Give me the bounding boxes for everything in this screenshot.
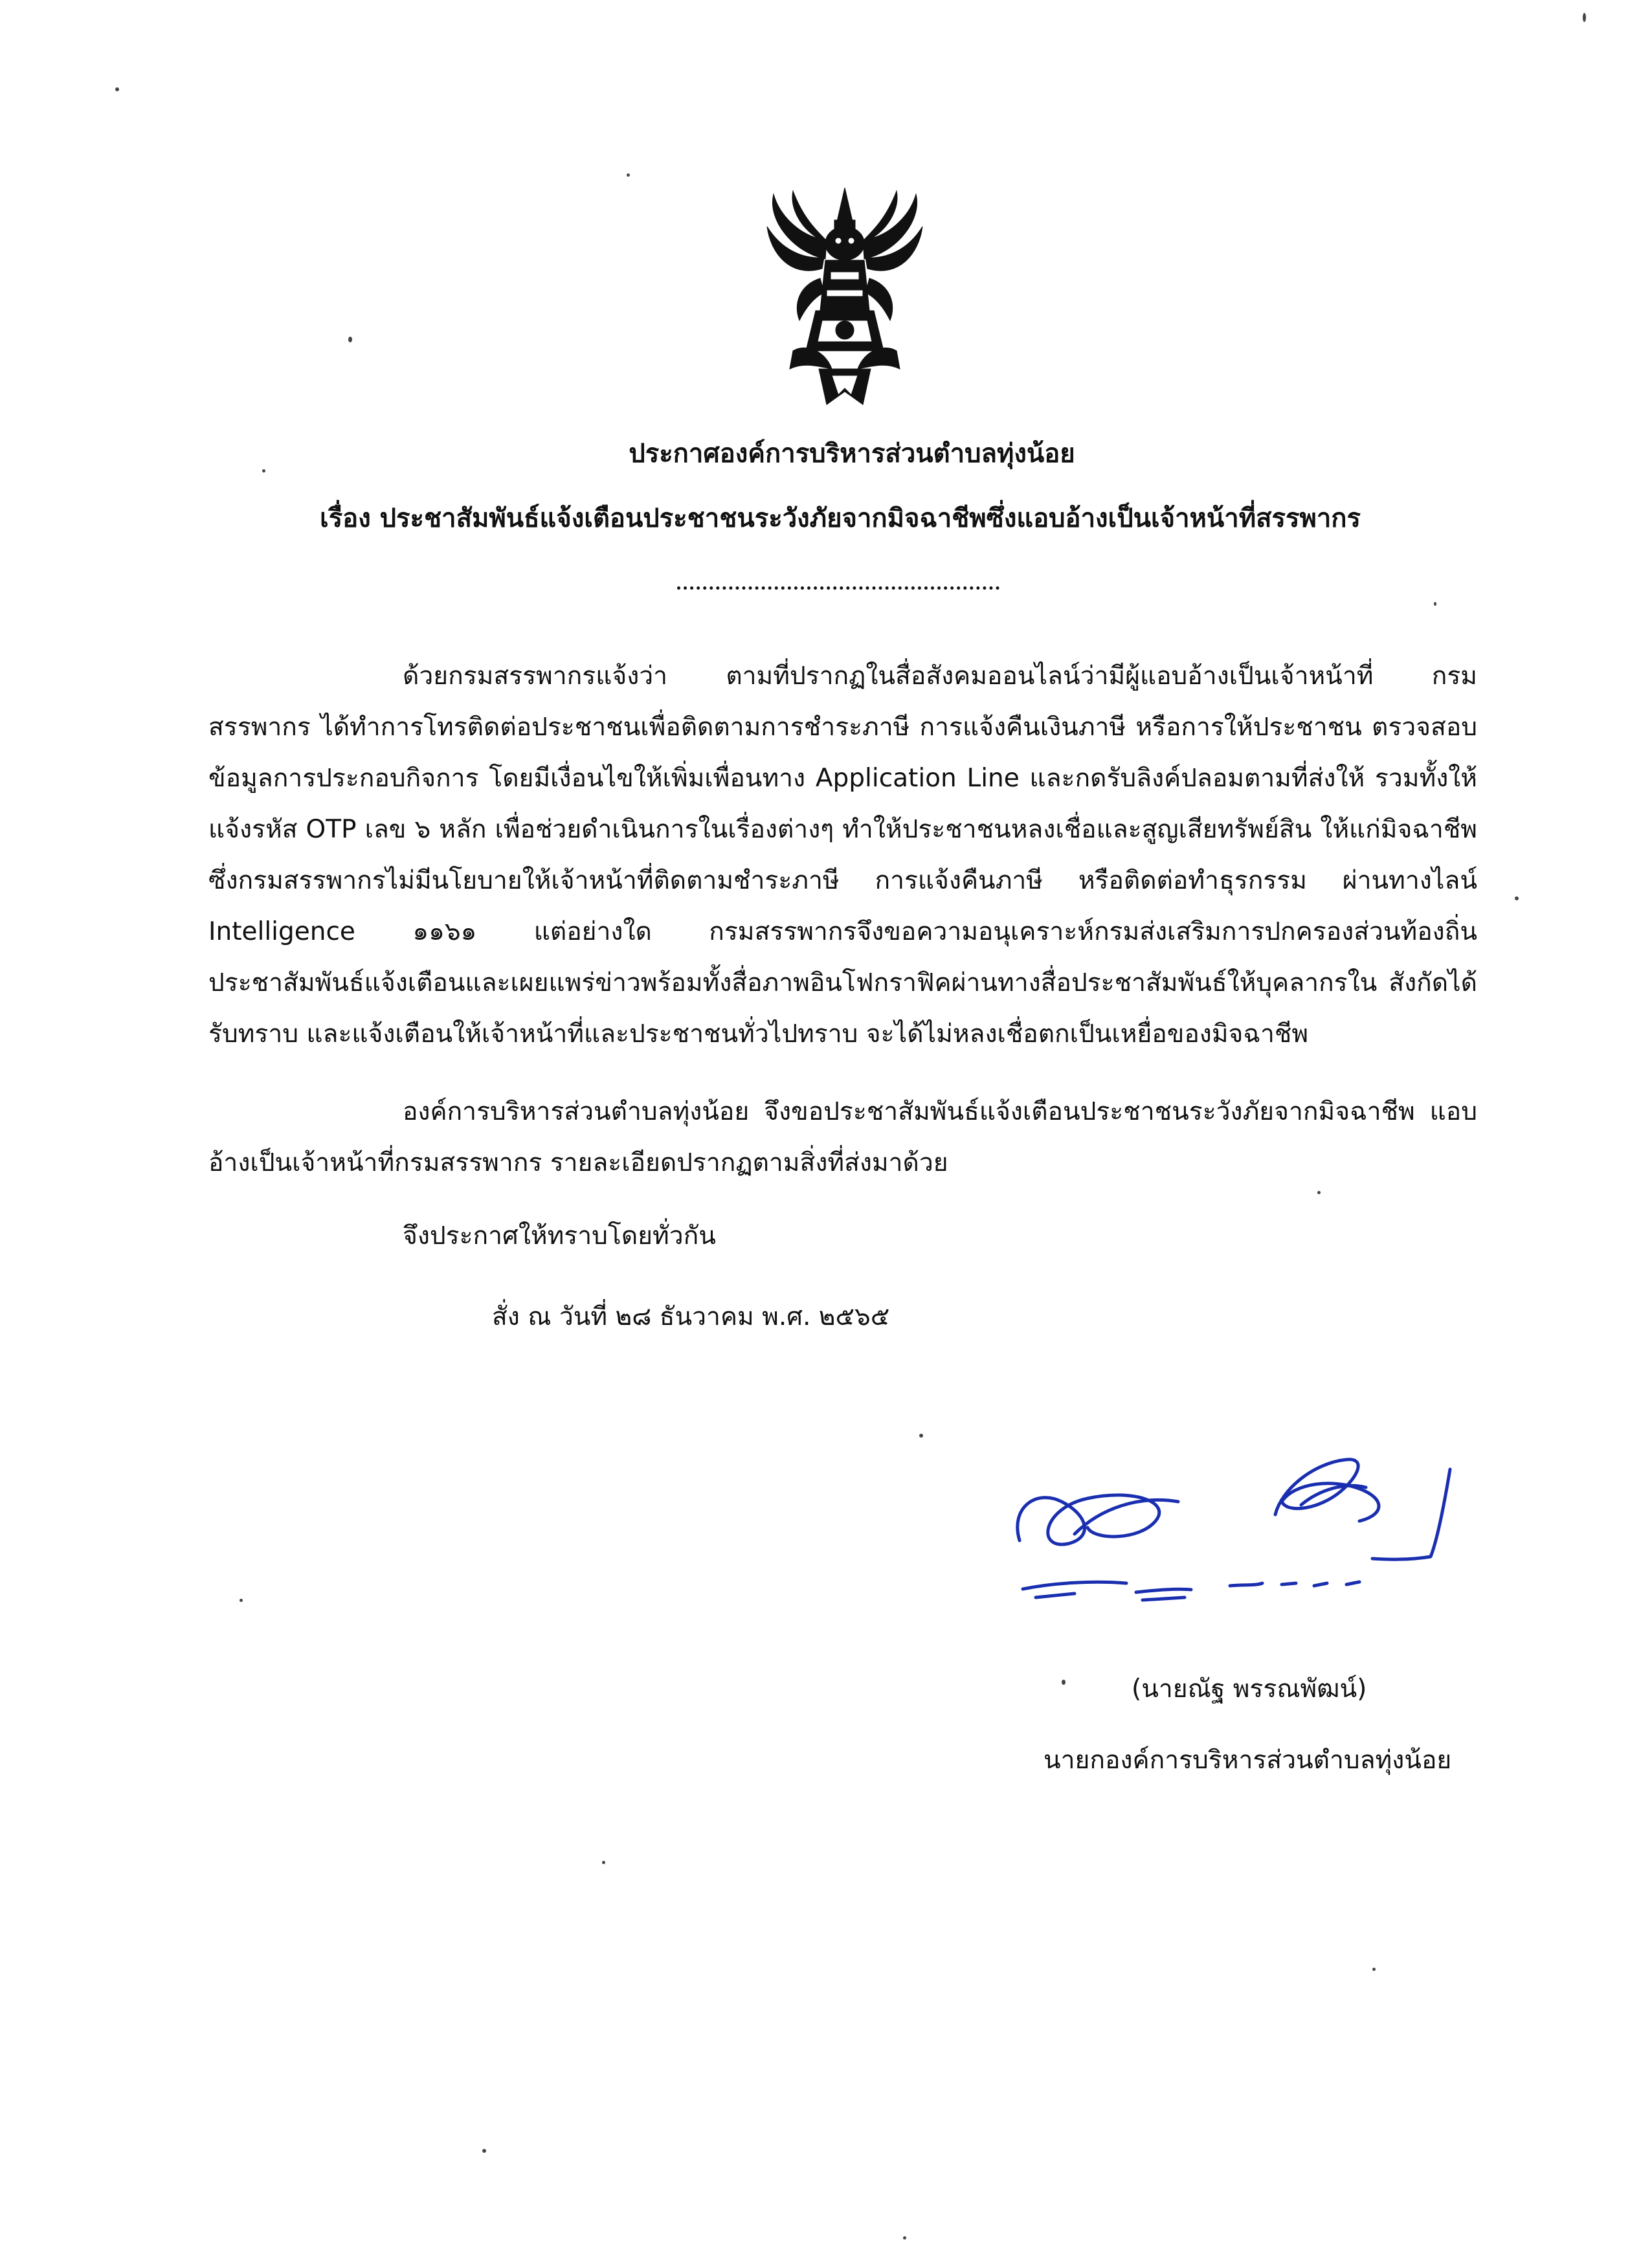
scan-speck [903,2236,906,2240]
body-paragraph-2: องค์การบริหารส่วนตำบลทุ่งน้อย จึงขอประชาสัมพันธ์แจ้งเตือนประชาชนระวังภัยจากมิจฉาชีพ แอบอ้างเป็นเจ้าหน้าที่กรมสรรพากร รายละเอียดปรากฏตามสิ่งที่ส่งมาด้วย [208,1097,1477,1177]
scan-speck [602,1861,605,1864]
announcement-subject: เรื่อง ประชาสัมพันธ์แจ้งเตือนประชาชนระวังภัยจากมิจฉาชีพซึ่งแอบอ้างเป็นเจ้าหน้าที่สรรพากร [320,504,1361,533]
scan-speck [1515,896,1519,900]
scan-speck [919,1434,923,1438]
scan-speck [1317,1191,1321,1194]
announcement-title: ประกาศองค์การบริหารส่วนตำบลทุ่งน้อย [629,439,1075,469]
closing-statement: จึงประกาศให้ทราบโดยทั่วกัน [403,1221,716,1251]
body-paragraph-1: ด้วยกรมสรรพากรแจ้งว่า ตามที่ปรากฏในสื่อสังคมออนไลน์ว่ามีผู้แอบอ้างเป็นเจ้าหน้าที่ กรมสรรพากร ได้ทำการโทรติดต่อประชาชนเพื่อติดตามการชำระภาษี การแจ้งคืนเงินภาษี หรือการให้ประชาชน ตรวจสอบข้อมูลการประกอบกิจการ โดยมีเงื่อนไขให้เพิ่มเพื่อนทาง Application Line และกดรับลิงค์ปลอมตามที่ส่งให้ รวมทั้งให้แจ้งรหัส OTP เลข ๖ หลัก เพื่อช่วยดำเนินการในเรื่องต่างๆ ทำให้ประชาชนหลงเชื่อและสูญเสียทรัพย์สิน ให้แก่มิจฉาชีพ ซึ่งกรมสรรพากรไม่มีนโยบายให้เจ้าหน้าที่ติดตามชำระภาษี การแจ้งคืนภาษี หรือติดต่อทำธุรกรรม ผ่านทางไลน์ Intelligence ๑๑๖๑ แต่อย่างใด กรมสรรพากรจึงขอความอนุเคราะห์กรมส่งเสริมการปกครองส่วนท้องถิ่น ประชาสัมพันธ์แจ้งเตือนและเผยแพร่ข่าวพร้อมทั้งสื่อภาพอินโฟกราฟิคผ่านทางสื่อประชาสัมพันธ์ให้บุคลากรใน สังกัดได้รับทราบ และแจ้งเตือนให้เจ้าหน้าที่และประชาชนทั่วไปทราบ จะได้ไม่หลงเชื่อตกเป็นเหยื่อของมิจฉาชีพ [208,662,1477,1049]
scan-speck [482,2149,486,2153]
garuda-emblem-icon [754,181,935,414]
dotted-divider [677,577,999,590]
scan-speck [262,469,265,472]
scan-speck [1062,1680,1066,1685]
signer-name: (นายณัฐ พรรณพัฒน์) [1132,1674,1367,1704]
scan-speck [348,337,352,342]
scan-speck [1372,1968,1376,1971]
scan-speck [1583,13,1586,22]
scan-speck [627,173,630,177]
scan-speck [1434,602,1436,606]
scan-speck [240,1599,243,1602]
signer-title: นายกองค์การบริหารส่วนตำบลทุ่งน้อย [1044,1746,1452,1775]
issue-date: สั่ง ณ วันที่ ๒๘ ธันวาคม พ.ศ. ๒๕๖๕ [492,1302,890,1331]
handwritten-signature [997,1430,1489,1618]
scan-speck [115,87,119,91]
